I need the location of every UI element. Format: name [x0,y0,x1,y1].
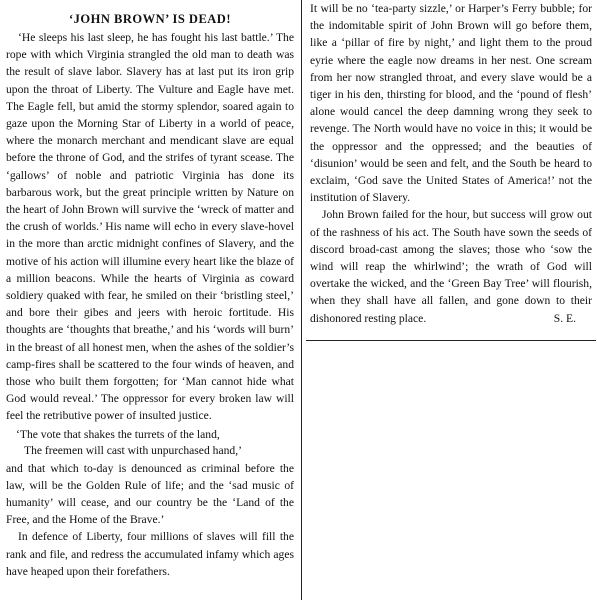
article-end-rule [306,340,596,341]
article-paragraph-4 [310,206,592,326]
article-paragraph-3: It will be no ‘tea-party sizzle,’ or Harper’s Ferry bubble; for the indomitable spirit of John Brown will go before them, like a ‘pillar of fire by night,’ and light them to the proud eyrie where the eagle now dreams in her nest. One scream from her now strangled throat, and every slave would be a tiger in his den, thirsting for blood, and the ‘pound of flesh’ alone would cancel the deep damning wrong they seek to revenge. The North would have no voice in this; it would be the oppressor and the oppressed; and the beauties of ‘disunion’ would be seen and felt, and the South be heard to exclaim, ‘God save the United States of America!’ not the institution of Slavery. [310,2,592,205]
verse-line-2: The freemen will cast with unpurchased hand,’ [24,444,242,458]
author-signature: S. E. [553,311,576,325]
right-column [306,0,596,340]
article-paragraph-2: In defence of Liberty, four millions of slaves will fill the rank and file, and redress the accumulated infamy which ages have heaped upon their forefathers. [6,530,294,578]
verse-line-1: ‘The vote that shakes the turrets of the land, [16,427,220,441]
article-paragraph-4-text: John Brown failed for the hour, but success will grow out of the rashness of his act. The South have sown the seeds of discord broad-cast among the slaves; those who ‘sow the wind will reap the whirlwind’; the wrath of God will overtake the wicked, and the ‘Green Bay Tree’ will flourish, when they shall have all fallen, and gone down to their dishonored resting place. [310,208,592,325]
verse-quote [6,427,294,460]
article-paragraph-1: ‘He sleeps his last sleep, he has fought his last battle.’ The rope with which Virginia strangled the old man to death was the result of slave labor. Slavery has at last put its iron grip upon the throat of Liberty. The Vulture and Eagle have met. The Eagle fell, but amid the stormy splendor, soared again to gaze upon the Morning Star of Liberty in a world of peace, where the monarch merchant and mendicant slave are equal before the throne of God, and the strifes of tyrant scease. The ‘gallows’ of noble and patriotic Virginia has done its barbarous work, but the great principle written by Nature on the heart of John Brown will survive the ‘wreck of matter and the crush of worlds.’ His name will echo in every slave-hovel in the more than arctic midnight confines of Slavery, and the motive of his action will illumine every heart like the blaze of a million beacons. While the hearts of Virginia as coward soldiery quaked with fear, he smiled on their ‘bristling steel,’ and bore their gibes and jeers with heroic fortitude. His thoughts are ‘thoughts that breathe,’ and his ‘words will burn’ in the breast of all honest men, when the ashes of the soldier’s camp-fires shall be scattered to the four winds of heaven, and those who built them forgotten; for ‘Man cannot hide what God would reveal.’ The oppressor for every broken law will feel the retributive power of insulted justice. [6,31,294,423]
article-paragraph-after-verse: and that which to-day is denounced as criminal before the law, will be the Golden Rule of life; and the ‘sad music of humanity’ will cease, and our country be the ‘Land of the Free, and the Home of the Brave.’ [6,461,294,527]
column-divider [301,0,302,600]
article-title: ‘JOHN BROWN’ IS DEAD! [68,12,231,26]
